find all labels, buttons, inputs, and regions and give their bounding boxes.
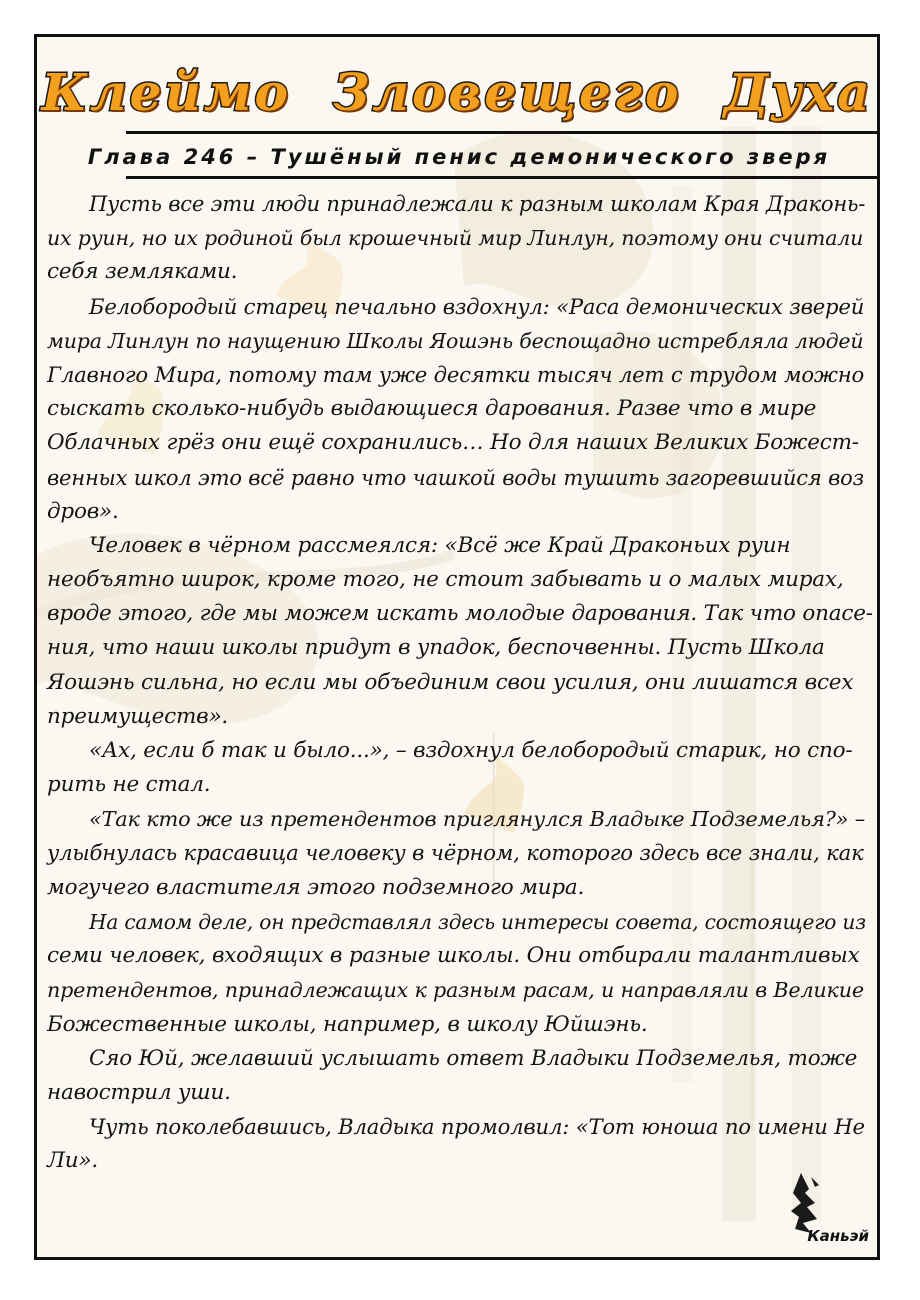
text-line: Яошэнь сильна, но если мы объединим свои усилия, они лишатся всех [47,669,854,695]
text-line: Главного Мира, потому там уже десятки тысяч лет с трудом можно [47,361,865,387]
text-line: необъятно широк, кроме того, не стоит забывать и о малых мирах, [47,567,844,593]
text-line: улыбнулась красавица человеку в чёрном, которого здесь все знали, как [47,840,864,866]
text-line: сыскать сколько-нибудь выдающиеся дарования. Разве что в мире [47,396,817,422]
text-line: Белобородый старец печально вздохнул: «Раса демонических зверей [89,293,865,319]
text-line: Ли». [47,1148,98,1174]
page-frame [34,34,880,1260]
text-line: Облачных грёз они ещё сохранились… Но для наших Великих Божест- [47,430,859,456]
text-line: Божественные школы, например, в школу Юйшэнь. [47,1011,648,1037]
text-line: Чуть поколебавшись, Владыка промолвил: «Тот юноша по имени Не [89,1114,865,1140]
body-text [47,187,873,1178]
text-line: претендентов, принадлежащих к разным расам, и направляли в Великие [47,978,864,1003]
text-line: «Так кто же из претендентов приглянулся Владыке Подземелья?» – [89,807,865,832]
text-line: На самом деле, он представлял здесь интересы совета, состоящего из [89,909,866,934]
text-line: их руин, но их родиной был крошечный мир Линлун, поэтому они считали [47,226,864,251]
title-rule-bottom [126,176,878,179]
text-line: навострил уши. [47,1079,231,1105]
text-line: Человек в чёрном рассмеялся: «Всё же Край Драконьих руин [89,532,791,558]
text-line: преимуществ». [47,703,229,729]
text-line: вроде этого, где мы можем искать молодые дарования. Так что опасе- [47,601,873,627]
text-line: Пусть все эти люди принадлежали к разным школам Края Драконь- [89,191,866,216]
page-title: Клеймо Зловещего Духа [41,63,873,122]
text-line: «Ах, если б так и было...», – вздохнул белобородый старик, но спо- [89,738,853,763]
text-line: ния, что наши школы придут в упадок, беспочвенны. Пусть Школа [47,635,825,661]
logo-text: Каньэй [807,1227,869,1245]
text-line: венных школ это всё равно что чашкой воды тушить загоревшийся воз [47,464,864,490]
text-line: дров». [47,498,119,524]
title-rule-top [126,131,878,134]
text-line: мира Линлун по наущению Школы Яошэнь беспощадно истребляла людей [47,328,864,353]
translator-logo [781,1163,869,1247]
text-line: Сяо Юй, желавший услышать ответ Владыки Подземелья, тоже [89,1045,858,1071]
text-line: семи человек, входящих в разные школы. Они отбирали талантливых [47,943,860,969]
text-line: себя земляками. [47,259,238,285]
text-line: рить не стал. [47,772,211,798]
chapter-heading: Глава 246 – Тушёный пенис демонического зверя [87,145,831,169]
text-line: могучего властителя этого подземного мира. [47,874,585,900]
